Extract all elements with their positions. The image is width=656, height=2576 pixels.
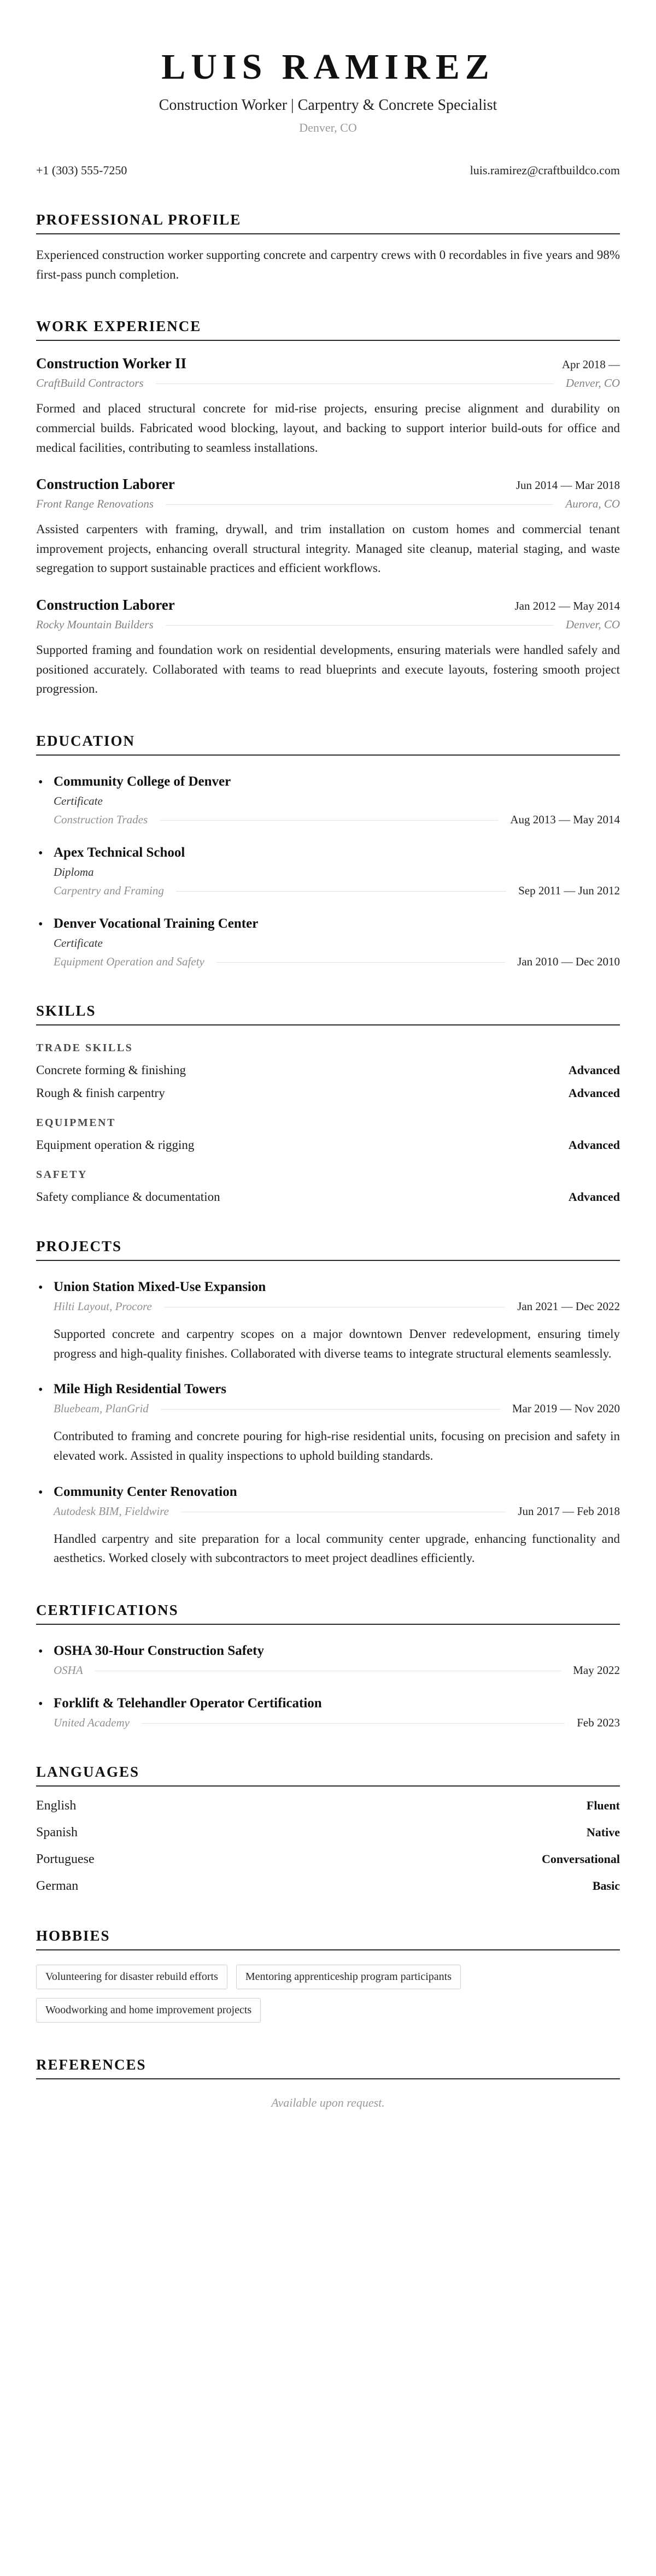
degree: Certificate xyxy=(54,936,103,950)
field-row xyxy=(54,813,620,827)
job-entry xyxy=(36,597,620,699)
section-references xyxy=(36,2056,620,2110)
contact-row xyxy=(36,163,620,178)
school-row xyxy=(54,916,620,932)
field-of-study: Equipment Operation and Safety xyxy=(54,955,204,969)
phone-number: +1 (303) 555-7250 xyxy=(36,163,127,177)
project-tools-row xyxy=(54,1505,620,1518)
job-title-row xyxy=(36,476,620,493)
job-location: Denver, CO xyxy=(565,376,620,390)
job-description: Formed and placed structural concrete for mid-rise projects, ensuring precise alignment and durability on commercial builds. Fabricated wood blocking, layout, and backing to support interior build-outs for office and medical facilities, contributing to seamless installations. xyxy=(36,402,620,455)
skill-name: Concrete forming & finishing xyxy=(36,1063,186,1077)
field-of-study: Carpentry and Framing xyxy=(54,884,164,898)
project-tools-row xyxy=(54,1300,620,1313)
section-skills xyxy=(36,1003,620,1204)
language-level: Fluent xyxy=(586,1798,620,1812)
certification-name: • Forklift & Telehandler Operator Certification xyxy=(54,1695,322,1711)
job-company-row xyxy=(36,618,620,632)
skill-level: Advanced xyxy=(568,1138,620,1152)
skill-name: Safety compliance & documentation xyxy=(36,1190,220,1204)
skill-group-label: SAFETY xyxy=(36,1169,87,1181)
leader-line xyxy=(176,891,506,892)
skill-group xyxy=(36,1169,620,1204)
school-row xyxy=(54,845,620,860)
project-dates: Jan 2021 — Dec 2022 xyxy=(517,1300,620,1313)
leader-line xyxy=(160,820,498,821)
skill-row xyxy=(36,1063,620,1077)
school-name: • Denver Vocational Training Center xyxy=(54,916,259,932)
section-professional-profile xyxy=(36,211,620,284)
project-title-row xyxy=(54,1382,620,1397)
job-description: Supported framing and foundation work on residential developments, ensuring materials were handled safely and positioned accurately. Collaborated with teams to read blueprints and execute layouts, fostering smooth project progression. xyxy=(36,643,620,696)
leader-line xyxy=(166,504,553,505)
project-title-row xyxy=(54,1280,620,1295)
skill-row xyxy=(36,1086,620,1100)
project-title-row xyxy=(54,1484,620,1500)
candidate-name: LUIS RAMIREZ xyxy=(161,47,495,87)
skill-level: Advanced xyxy=(568,1086,620,1100)
project-tools-row xyxy=(54,1402,620,1416)
certification-title-row xyxy=(54,1696,620,1711)
references-text: Available upon request. xyxy=(271,2095,385,2109)
section-work-experience xyxy=(36,318,620,699)
section-heading-references: REFERENCES xyxy=(36,2056,620,2079)
section-heading-profile: PROFESSIONAL PROFILE xyxy=(36,211,620,234)
leader-line xyxy=(216,962,505,963)
project-entry xyxy=(36,1484,620,1568)
project-name: • Community Center Renovation xyxy=(54,1484,237,1499)
job-title: Construction Laborer xyxy=(36,476,175,493)
skill-group-label: EQUIPMENT xyxy=(36,1117,116,1129)
job-entry xyxy=(36,355,620,457)
section-certifications xyxy=(36,1602,620,1730)
language-row xyxy=(36,1879,620,1894)
certification-name: • OSHA 30-Hour Construction Safety xyxy=(54,1643,264,1658)
language-level: Conversational xyxy=(542,1852,620,1866)
field-row xyxy=(54,955,620,969)
job-company-row xyxy=(36,376,620,390)
project-name: • Union Station Mixed-Use Expansion xyxy=(54,1280,266,1295)
language-name: German xyxy=(36,1878,79,1893)
section-heading-projects: PROJECTS xyxy=(36,1238,620,1261)
skill-level: Advanced xyxy=(568,1190,620,1204)
hobby-chip: Woodworking and home improvement projects xyxy=(36,1998,261,2023)
field-row xyxy=(54,884,620,898)
project-tools: Autodesk BIM, Fieldwire xyxy=(54,1504,169,1518)
project-dates: Jun 2017 — Feb 2018 xyxy=(518,1504,620,1518)
certification-issuer: United Academy xyxy=(54,1716,130,1729)
job-dates: Jan 2012 — May 2014 xyxy=(514,599,620,613)
job-entry xyxy=(36,476,620,578)
section-heading-hobbies: HOBBIES xyxy=(36,1927,620,1950)
degree: Certificate xyxy=(54,794,103,808)
skill-name: Rough & finish carpentry xyxy=(36,1086,165,1100)
section-projects xyxy=(36,1238,620,1568)
project-description: Supported concrete and carpentry scopes on a major downtown Denver redevelopment, ensuring timely progress and high-quality finishes. Collaborated with diverse teams to integrate structural elements seamlessly. xyxy=(54,1327,620,1360)
section-heading-work: WORK EXPERIENCE xyxy=(36,318,620,341)
field-of-study: Construction Trades xyxy=(54,813,148,827)
education-dates: Sep 2011 — Jun 2012 xyxy=(518,884,620,898)
education-entry xyxy=(36,845,620,898)
job-description: Assisted carpenters with framing, drywall, and trim installation on custom homes and commercial tenant improvement projects, enhancing overall structural integrity. Managed site cleanup, material staging, and waste segregation to support sustainable practices and efficient workflows. xyxy=(36,522,620,575)
section-heading-skills: SKILLS xyxy=(36,1003,620,1025)
job-title: Construction Worker II xyxy=(36,355,187,372)
language-row xyxy=(36,1799,620,1813)
job-title: Construction Laborer xyxy=(36,597,175,614)
hobby-chip: Mentoring apprenticeship program participants xyxy=(236,1965,461,1989)
candidate-location: Denver, CO xyxy=(299,121,357,134)
job-title-row xyxy=(36,597,620,614)
school-name: • Apex Technical School xyxy=(54,845,185,860)
education-dates: Jan 2010 — Dec 2010 xyxy=(517,955,620,969)
skill-group xyxy=(36,1117,620,1152)
language-name: English xyxy=(36,1798,77,1813)
leader-line xyxy=(142,1723,565,1724)
certification-date: May 2022 xyxy=(573,1663,620,1677)
certification-title-row xyxy=(54,1643,620,1659)
skill-level: Advanced xyxy=(568,1063,620,1077)
skill-group-label: TRADE SKILLS xyxy=(36,1042,133,1054)
skill-name: Equipment operation & rigging xyxy=(36,1138,195,1152)
language-level: Native xyxy=(586,1825,620,1839)
section-heading-languages: LANGUAGES xyxy=(36,1764,620,1787)
language-name: Spanish xyxy=(36,1825,78,1840)
skill-group xyxy=(36,1042,620,1100)
certification-entry xyxy=(36,1643,620,1677)
section-heading-education: EDUCATION xyxy=(36,733,620,756)
email-address: luis.ramirez@craftbuildco.com xyxy=(470,163,620,177)
project-entry xyxy=(36,1280,620,1363)
hobby-chip-list xyxy=(36,1965,620,2023)
project-tools: Hilti Layout, Procore xyxy=(54,1300,152,1313)
job-location: Denver, CO xyxy=(565,618,620,632)
education-entry xyxy=(36,774,620,827)
section-heading-certifications: CERTIFICATIONS xyxy=(36,1602,620,1625)
resume-header xyxy=(36,46,620,178)
language-level: Basic xyxy=(592,1878,620,1893)
job-location: Aurora, CO xyxy=(565,497,620,511)
leader-line xyxy=(166,625,554,626)
certification-issuer-row xyxy=(54,1664,620,1677)
language-row xyxy=(36,1852,620,1867)
project-description: Contributed to framing and concrete pouring for high-rise residential units, focusing on precision and safety in elevated work. Assisted in quality inspections to uphold building standards. xyxy=(54,1429,620,1463)
language-name: Portuguese xyxy=(36,1852,95,1866)
certification-date: Feb 2023 xyxy=(577,1716,620,1729)
project-entry xyxy=(36,1382,620,1465)
candidate-title: Construction Worker | Carpentry & Concrete Specialist xyxy=(159,97,497,114)
project-dates: Mar 2019 — Nov 2020 xyxy=(512,1402,620,1416)
education-dates: Aug 2013 — May 2014 xyxy=(510,813,620,827)
job-dates: Apr 2018 — xyxy=(561,358,620,372)
job-company: CraftBuild Contractors xyxy=(36,376,144,390)
job-company: Rocky Mountain Builders xyxy=(36,618,154,632)
certification-entry xyxy=(36,1696,620,1730)
leader-line xyxy=(161,1409,500,1410)
school-name: • Community College of Denver xyxy=(54,774,231,789)
project-tools: Bluebeam, PlanGrid xyxy=(54,1402,149,1416)
language-row xyxy=(36,1825,620,1840)
job-dates: Jun 2014 — Mar 2018 xyxy=(516,479,620,492)
education-entry xyxy=(36,916,620,969)
project-description: Handled carpentry and site preparation for a local community center upgrade, enhancing functionality and aesthetics. Worked closely with subcontractors to meet project deadlines efficiently. xyxy=(54,1531,620,1565)
skill-row xyxy=(36,1190,620,1204)
job-title-row xyxy=(36,355,620,372)
school-row xyxy=(54,774,620,789)
profile-text: Experienced construction worker supporting concrete and carpentry crews with 0 recordables in five years and 98% first-pass punch completion. xyxy=(36,248,620,281)
hobby-chip: Volunteering for disaster rebuild efforts xyxy=(36,1965,227,1989)
job-company-row xyxy=(36,497,620,511)
job-company: Front Range Renovations xyxy=(36,497,154,511)
section-hobbies xyxy=(36,1927,620,2023)
certification-issuer-row xyxy=(54,1716,620,1730)
skill-row xyxy=(36,1138,620,1152)
certification-issuer: OSHA xyxy=(54,1663,83,1677)
section-education xyxy=(36,733,620,969)
degree: Diploma xyxy=(54,865,94,879)
project-name: • Mile High Residential Towers xyxy=(54,1382,226,1397)
section-languages xyxy=(36,1764,620,1894)
